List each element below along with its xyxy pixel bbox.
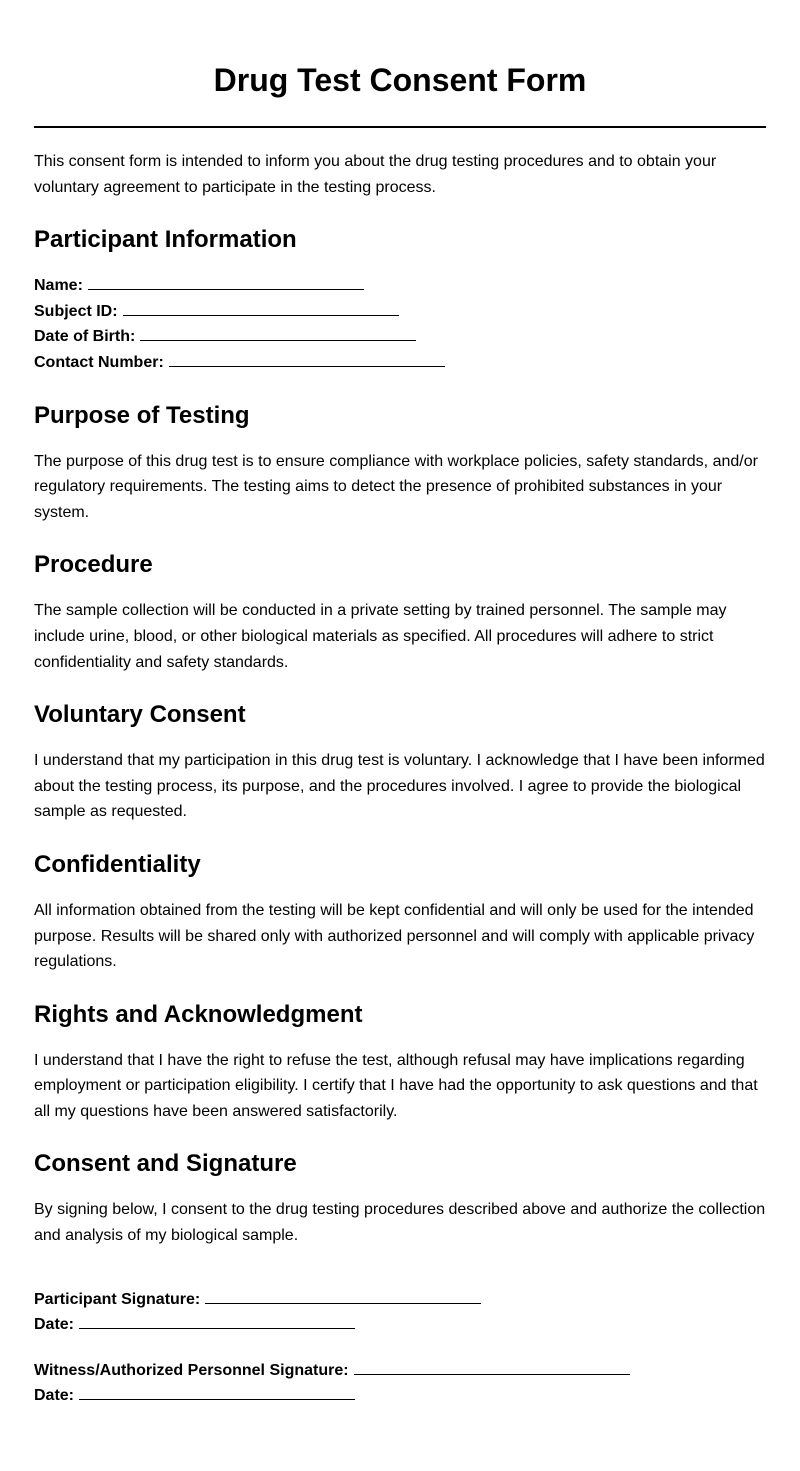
witness-date-blank-line[interactable] [79,1385,355,1400]
name-blank-line[interactable] [88,275,364,290]
participant-fields [34,273,766,375]
consent-signature-section [34,1149,766,1409]
section-heading: Consent and Signature [34,1150,297,1178]
field-label: Participant Signature: [34,1290,201,1308]
participant-date-blank-line[interactable] [79,1314,355,1329]
participant-information-section [34,225,766,375]
section-heading: Rights and Acknowledgment [34,1000,363,1028]
field-label: Date: [34,1316,75,1334]
participant-signature-block [34,1287,766,1338]
section-heading: Procedure [34,551,153,579]
purpose-section [34,401,766,526]
participant-date-field[interactable] [34,1312,766,1338]
subject-id-field[interactable] [34,299,766,325]
witness-signature-block [34,1358,766,1409]
section-text: The purpose of this drug test is to ensure compliance with workplace policies, safety standards, and/or regulatory requirements. The testing aims to detect the presence of prohibited substances in your system. [34,452,758,521]
witness-signature-field[interactable] [34,1358,766,1384]
title-divider [34,126,766,128]
contact-number-field[interactable] [34,350,766,376]
name-field[interactable] [34,273,766,299]
intro-paragraph: This consent form is intended to inform you about the drug testing procedures and to obtain your voluntary agreement to participate in the testing process. [34,153,717,196]
section-text: I understand that I have the right to refuse the test, although refusal may have implications regarding employment or participation eligibility. I certify that I have had the opportunity to ask questions and that all my questions have been answered satisfactorily. [34,1051,758,1120]
section-heading: Purpose of Testing [34,401,250,429]
witness-date-field[interactable] [34,1383,766,1409]
confidentiality-section [34,850,766,975]
date-of-birth-blank-line[interactable] [140,326,416,341]
section-heading: Voluntary Consent [34,701,246,729]
section-text: I understand that my participation in this drug test is voluntary. I acknowledge that I have been informed about the testing process, its purpose, and the procedures involved. I agree to provide the biological sample as requested. [34,752,765,821]
section-text: The sample collection will be conducted in a private setting by trained personnel. The sample may include urine, blood, or other biological materials as specified. All procedures will adhere to strict confidentiality and safety standards. [34,602,727,671]
field-label: Subject ID: [34,302,118,320]
subject-id-blank-line[interactable] [123,301,399,316]
participant-signature-field[interactable] [34,1287,766,1313]
section-text: All information obtained from the testing will be kept confidential and will only be used for the intended purpose. Results will be shared only with authorized personnel and will comply with applicable privacy regulations. [34,901,755,971]
section-heading: Confidentiality [34,850,201,878]
voluntary-consent-section [34,700,766,825]
contact-number-blank-line[interactable] [169,352,445,367]
section-heading: Participant Information [34,226,297,254]
field-label: Name: [34,277,83,295]
date-of-birth-field[interactable] [34,324,766,350]
participant-signature-blank-line[interactable] [205,1289,481,1304]
section-text: By signing below, I consent to the drug testing procedures described above and authorize the collection and analysis of my biological sample. [34,1201,766,1245]
field-label: Date of Birth: [34,328,136,346]
page-title: Drug Test Consent Form [213,62,587,98]
rights-section [34,1000,766,1125]
field-label: Witness/Authorized Personnel Signature: [34,1361,349,1379]
field-label: Contact Number: [34,353,164,371]
field-label: Date: [34,1387,75,1405]
witness-signature-blank-line[interactable] [354,1360,630,1375]
procedure-section [34,550,766,675]
